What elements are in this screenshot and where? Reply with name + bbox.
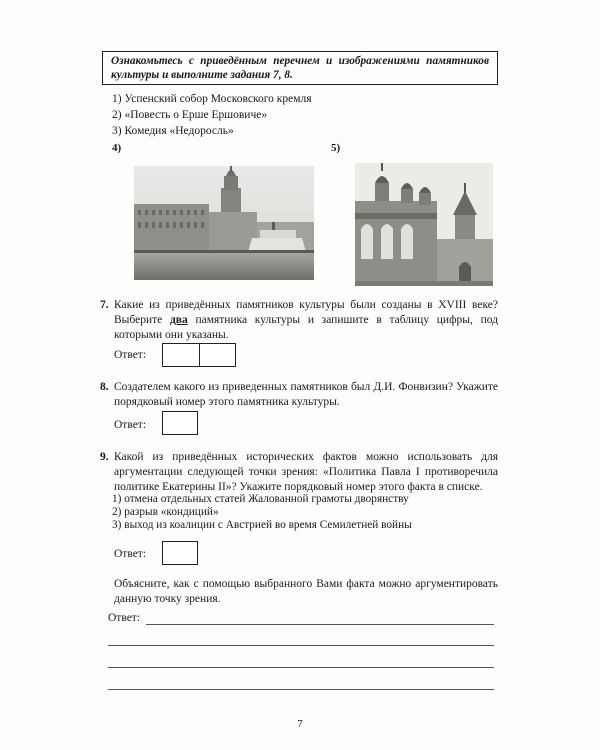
question-number: 7. xyxy=(100,299,109,311)
list-item: 2) «Повесть о Ерше Ершовиче» xyxy=(112,109,268,121)
question-9 xyxy=(100,450,498,495)
instruction-box xyxy=(102,51,498,85)
question-number: 9. xyxy=(100,451,109,463)
option-item: 3) выход из коалиции с Австрией во время Семилетней войны xyxy=(112,519,412,531)
question-text: Какие из приведённых памятников культуры были созданы в XVIII веке? Выберите xyxy=(114,299,498,326)
question-text: Какой из приведённых исторических фактов можно использовать для аргументации следующей точки зрения: «Политика Павла I противоречила политике Екатерины II»? Укажите порядковый номер этого факта в списке. xyxy=(114,451,498,493)
explain-text: Объясните, как с помощью выбранного Вами факта можно аргументировать данную точку зрения. xyxy=(114,578,498,605)
option-item: 1) отмена отдельных статей Жалованной грамоты дворянству xyxy=(112,493,409,505)
photo-kunstkamera xyxy=(134,166,314,280)
image-label-5: 5) xyxy=(331,142,341,154)
question-7 xyxy=(100,298,499,343)
answer-line[interactable] xyxy=(108,689,494,690)
monument-list xyxy=(112,91,312,139)
page-number: 7 xyxy=(297,718,303,730)
question-number: 8. xyxy=(100,381,109,393)
answer-cell-7b[interactable] xyxy=(199,343,236,367)
explain-prompt xyxy=(114,577,498,607)
answer-cell-8[interactable] xyxy=(162,411,198,435)
question-8 xyxy=(100,380,498,410)
photo-old-church xyxy=(355,163,493,286)
answer-label-9: Ответ: xyxy=(114,548,147,560)
answer-line[interactable] xyxy=(146,624,494,625)
answer-cell-7a[interactable] xyxy=(162,343,200,367)
answer-line[interactable] xyxy=(108,645,494,646)
answer-cell-9[interactable] xyxy=(162,541,198,565)
question-text: Создателем какого из приведенных памятников был Д.И. Фонвизин? Укажите порядковый номер этого памятника культуры. xyxy=(114,381,498,408)
list-item: 1) Успенский собор Московского кремля xyxy=(112,93,312,105)
image-label-4: 4) xyxy=(112,142,122,154)
fact-options xyxy=(112,493,412,532)
answer-label-8: Ответ: xyxy=(114,419,147,431)
answer-line[interactable] xyxy=(108,667,494,668)
option-item: 2) разрыв «кондиций» xyxy=(112,506,219,518)
question-text-cont: памятника культуры и запишите в таблицу цифры, под которыми они указаны. xyxy=(114,314,499,341)
answer-label-7: Ответ: xyxy=(114,349,147,361)
instruction-text: Ознакомьтесь с приведённым перечнем и изображениями памятников культуры и выполните задания 7, 8. xyxy=(111,55,489,81)
list-item: 3) Комедия «Недоросль» xyxy=(112,125,234,137)
answer-label-explain: Ответ: xyxy=(108,612,141,624)
emphasis-word: два xyxy=(169,314,188,326)
